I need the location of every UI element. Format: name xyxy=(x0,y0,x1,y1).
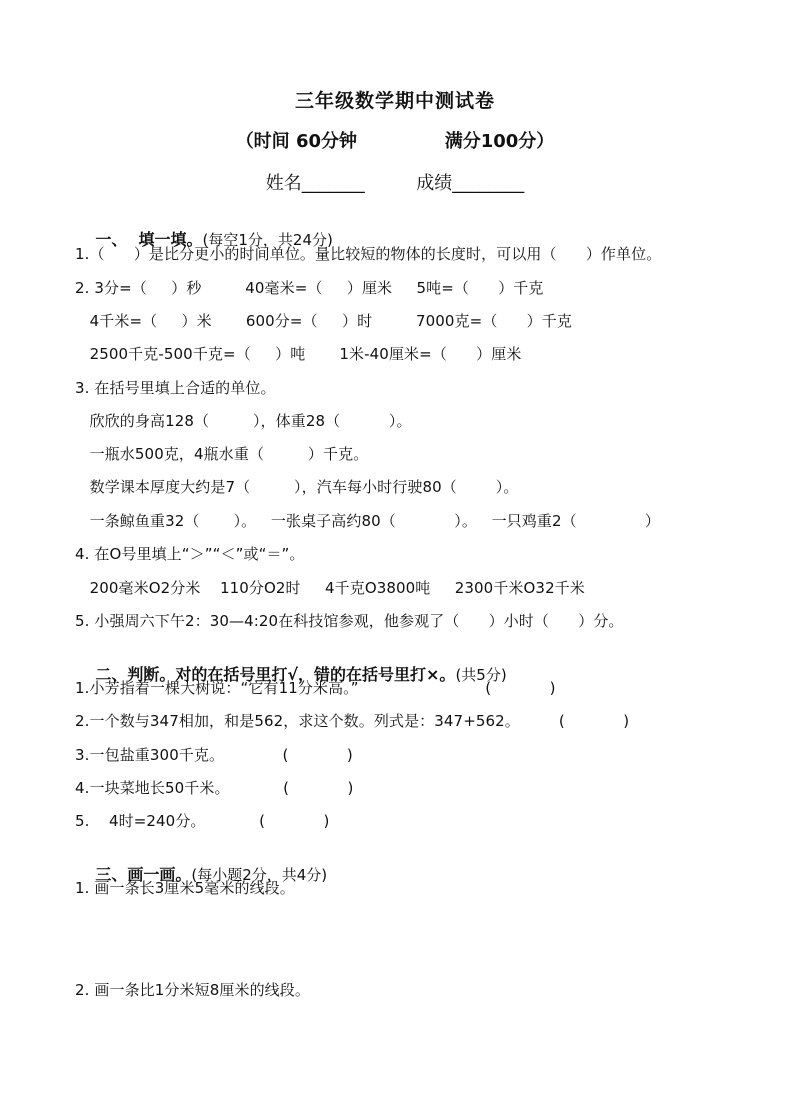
judge-3: 3.一包盐重300千克。 ( ) xyxy=(75,746,353,764)
section-1-title: 一、 填一填。 xyxy=(95,230,203,249)
question-1-4a: 200毫米O2分米 110分O2时 4千克O3800吨 2300千米O32千米 xyxy=(75,579,585,597)
judge-1: 1.小芳指着一棵大树说：“它有11分米高。” ( ) xyxy=(75,679,556,697)
question-1-1: 1.（ ）是比分更小的时间单位。量比较短的物体的长度时，可以用（ ）作单位。 xyxy=(75,245,662,263)
judge-2: 2.一个数与347相加，和是562，求这个数。列式是：347+562。 ( ) xyxy=(75,712,630,730)
name-score-line: 姓名_______ 成绩________ xyxy=(265,173,525,194)
question-1-3d: 一条鲸鱼重32（ ）。 一张桌子高约80（ ）。 一只鸡重2（ ） xyxy=(75,512,660,530)
question-1-2c: 2500千克-500千克=（ ）吨 1米-40厘米=（ ）厘米 xyxy=(75,345,522,363)
section-3-title: 三、画一画。 xyxy=(95,865,192,884)
judge-4: 4.一块菜地长50千米。 ( ) xyxy=(75,779,354,797)
section-3-note: (每小题2分，共4分) xyxy=(191,866,328,884)
exam-subtitle: （时间 60分钟 满分100分） xyxy=(235,131,555,152)
draw-2: 2. 画一条比1分米短8厘米的线段。 xyxy=(75,981,310,999)
exam-title: 三年级数学期中测试卷 xyxy=(294,90,495,112)
question-1-5: 5. 小强周六下午2：30—4:20在科技馆参观，他参观了（ ）小时（ ）分。 xyxy=(75,612,624,630)
question-1-3b: 一瓶水500克，4瓶水重（ ）千克。 xyxy=(75,445,369,463)
question-1-2a: 2. 3分=（ ）秒 40毫米=（ ）厘米 5吨=（ ）千克 xyxy=(75,279,544,297)
draw-1: 1. 画一条长3厘米5毫米的线段。 xyxy=(75,879,295,897)
section-1-note: (每空1分，共24分) xyxy=(202,231,333,249)
section-2-note: (共5分) xyxy=(455,666,507,684)
question-1-3c: 数学课本厚度大约是7（ ），汽车每小时行驶80（ ）。 xyxy=(75,478,519,496)
question-1-3: 3. 在括号里填上合适的单位。 xyxy=(75,379,276,397)
question-1-4: 4. 在O号里填上“＞”“＜”或“＝”。 xyxy=(75,545,305,563)
section-2-title: 二、判断。对的在括号里打√，错的在括号里打×。 xyxy=(95,665,456,684)
judge-5: 5. 4时=240分。 ( ) xyxy=(75,812,330,830)
question-1-3a: 欣欣的身高128（ ），体重28（ ）。 xyxy=(75,412,412,430)
question-1-2b: 4千米=（ ）米 600分=（ ）时 7000克=（ ）千克 xyxy=(75,312,572,330)
